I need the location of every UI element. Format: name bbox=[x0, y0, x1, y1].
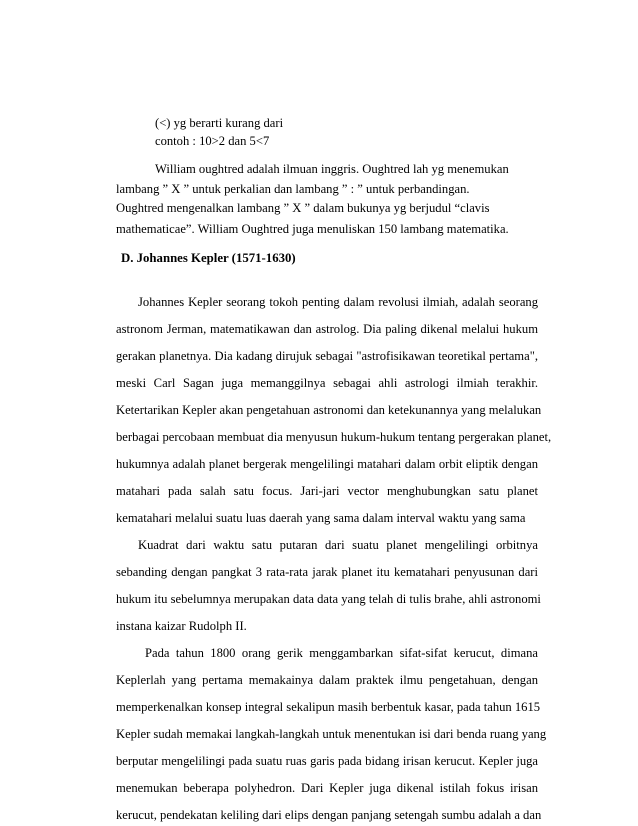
kepler-line-17: Kepler sudah memakai langkah-langkah untuk menentukan isi dari benda ruang yang bbox=[116, 727, 547, 741]
kepler-line-16: memperkenalkan konsep integral sekalipun masih berbentuk kasar, pada tahun 1615 bbox=[116, 700, 541, 714]
kepler-line-3: gerakan planetnya. Dia kadang dirujuk sebagai "astrofisikawan teoretikal pertama", bbox=[116, 349, 538, 363]
oughtred-line-4: mathematicae”. William Oughtred juga menuliskan 150 lambang matematika. bbox=[116, 222, 509, 236]
kepler-line-18: berputar mengelilingi pada suatu ruas garis pada bidang irisan kerucut. Kepler juga bbox=[116, 754, 538, 768]
kepler-line-10: Kuadrat dari waktu satu putaran dari suatu planet mengelilingi orbitnya bbox=[138, 538, 538, 552]
kepler-line-19: menemukan beberapa polyhedron. Dari Kepler juga dikenal istilah fokus irisan bbox=[116, 781, 538, 795]
symbol-less-than-line: (<) yg berarti kurang dari bbox=[155, 116, 284, 130]
kepler-line-13: instana kaizar Rudolph II. bbox=[116, 619, 247, 633]
kepler-line-8: matahari pada salah satu focus. Jari-jari vector menghubungkan satu planet bbox=[116, 484, 538, 498]
kepler-line-12: hukum itu sebelumnya merupakan data data yang telah di tulis brahe, ahli astronomi bbox=[116, 592, 541, 606]
kepler-line-7: hukumnya adalah planet bergerak mengelilingi matahari dalam orbit eliptik dengan bbox=[116, 457, 538, 471]
kepler-line-1: Johannes Kepler seorang tokoh penting dalam revolusi ilmiah, adalah seorang bbox=[138, 295, 538, 309]
kepler-line-15: Keplerlah yang pertama memakainya dalam praktek ilmu pengetahuan, dengan bbox=[116, 673, 538, 687]
oughtred-line-1: William oughtred adalah ilmuan inggris. Oughtred lah yg menemukan bbox=[155, 162, 509, 176]
kepler-line-11: sebanding dengan pangkat 3 rata-rata jarak planet itu kematahari penyusunan dari bbox=[116, 565, 538, 579]
kepler-line-14: Pada tahun 1800 orang gerik menggambarkan sifat-sifat kerucut, dimana bbox=[145, 646, 538, 660]
example-line: contoh : 10>2 dan 5<7 bbox=[155, 134, 270, 148]
kepler-line-20: kerucut, pendekatan keliling dari elips dengan panjang setengah sumbu adalah a dan bbox=[116, 808, 542, 822]
kepler-line-5: Ketertarikan Kepler akan pengetahuan astronomi dan ketekunannya yang melalukan bbox=[116, 403, 542, 417]
kepler-line-6: berbagai percobaan membuat dia menyusun hukum-hukum tentang pergerakan planet, bbox=[116, 430, 552, 444]
kepler-line-2: astronom Jerman, matematikawan dan astrolog. Dia paling dikenal melalui hukum bbox=[116, 322, 538, 336]
oughtred-line-2: lambang ” X ” untuk perkalian dan lambang ” : ” untuk perbandingan. bbox=[116, 182, 470, 196]
section-heading: D. Johannes Kepler (1571-1630) bbox=[121, 251, 296, 265]
oughtred-line-3: Oughtred mengenalkan lambang ” X ” dalam bukunya yg berjudul “clavis bbox=[116, 201, 490, 215]
kepler-line-9: kematahari melalui suatu luas daerah yang sama dalam interval waktu yang sama bbox=[116, 511, 526, 525]
kepler-line-4: meski Carl Sagan juga memanggilnya sebagai ahli astrologi ilmiah terakhir. bbox=[116, 376, 538, 390]
